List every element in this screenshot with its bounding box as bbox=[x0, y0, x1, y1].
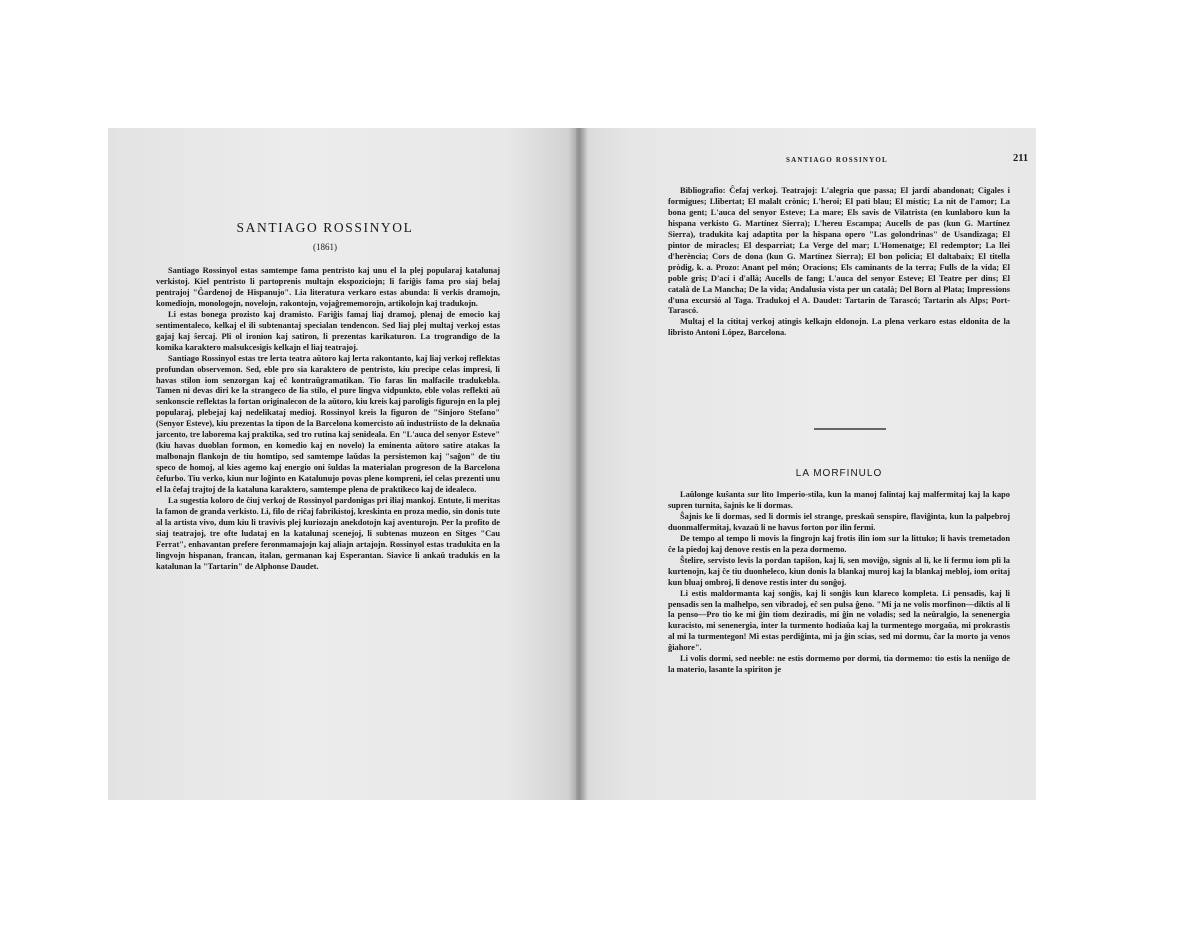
bibliography-text bbox=[668, 186, 1010, 339]
book-gutter bbox=[568, 128, 588, 800]
paragraph: Li volis dormi, sed neeble: ne estis dormemo por dormi, tia dormemo: tio estis la neniigo de la materio, lasante la spiriton je bbox=[668, 654, 1010, 675]
chapter-title: SANTIAGO ROSSINYOL bbox=[236, 220, 414, 235]
story-text bbox=[668, 490, 1010, 676]
paragraph: La sugestia koloro de ĉiuj verkoj de Rossinyol pardonigas pri iliaj mankoj. Entute, li meritas la famon de granda verkisto. Li, filo de riĉaj fabrikistoj, kreskinta en proza medio, sin donis tute al la artista vivo, dum kiu li travivis plej kuriozajn anekdotojn kaj aventurojn. Per la profito de siaj teatrajoj, tre ofte ludataj en la katalunaj scenejoj, li subtenas muzeon en Sitges "Cau Ferrat", enhavantan prefere feronmamajojn kaj aliajn artajojn. Rossinyol estas tradukita en la lingvojn hispanan, francan, italan, germanan kaj Esperantan. Siavice li ankaŭ tradukis en la katalunan la "Tartarin" de Alphonse Daudet. bbox=[156, 496, 501, 571]
paragraph: Laŭlonge kuŝanta sur lito Imperio-stila, kun la manoj falintaj kaj malfermitaj kaj la kapo supren turnita, ŝajnis ke li dormas. bbox=[668, 490, 1010, 510]
right-page bbox=[576, 128, 1036, 800]
biography-text bbox=[156, 266, 500, 573]
running-head: SANTIAGO ROSSINYOL bbox=[786, 156, 888, 164]
paragraph: Santiago Rossinyol estas tre lerta teatra aŭtoro kaj lerta rakontanto, kaj liaj verkoj reflektas profundan observemon. Sed, eble pro sia karaktero de pentristo, kiu precipe celas impresi, li havas stilon iom senzorgan kaj eĉ kontraŭgramatikan. Tio faras lin malfacile tradukebla. Tamen ni devas diri ke la strangeco de lia stilo, el pure lingva vidpunkto, eble volas reflekti aŭ senkonscie reflektas la fortan originalecon de la aŭtoro, kiu kreis kaj paroligis figurojn en la plej popularaj, plebejaj kaj nedelikataj medioj. Rossinyol kreis la figuron de "Sinjoro Stefano" (Senyor Esteve), kiu prezentas la tipon de la Barcelona komercisto aŭ industriisto de la deknaŭa jarcento, tre laborema kaj praktika, sed tro rutina kaj senideala. En "L'auca del senyor Esteve" (kiu havas duoblan formon, en komedio kaj en novelo) la eminenta aŭtoro satire atakas la malbonajn flankojn de tiu homtipo, sed samtempe laŭdas la persistemon kaj "saĝon" de tiu speco de homoj, al kies agemo kaj energio oni ŝuldas la materialan progreson de la Barcelona ĉefurbo. Tiu verko, kiun nur loĝinto en Katalunujo povas plene kompreni, iel celas prezenti unu el la ĉefaj trajtoj de la kataluna karaktero, samtempe plena de praktikeco kaj de idealeco. bbox=[156, 353, 500, 495]
paragraph: Multaj el la cititaj verkoj atingis kelkajn eldonojn. La plena verkaro estas eldonita de la libristo Antoni López, Barcelona. bbox=[668, 317, 1010, 338]
page-number: 211 bbox=[1013, 153, 1029, 164]
paragraph: Bibliografio: Ĉefaj verkoj. Teatrajoj: L'alegria que passa; El jardí abandonat; Cigales i formigues; Llibertat; El malalt crònic; L'heroi; El pati blau; El místic; La nit de l'amor; La bona gent; L'auca del senyor Esteve; La mare; Els savis de Vilatrista (en kunlaboro kun la hispana verkisto G. Martínez Sierra); L'hereu Escampa; Aucells de pas (kun G. Martínez Sierra), tradukita kaj adaptita por la hispana opero "Las golondrinas" de Usandizaga; El pintor de miracles; El desparriat; La Verge del mar; L'Homenatge; El redemptor; La llei d'herència; Cors de dona (kun G. Martínez Sierra); El bon policia; El daltabaix; El titella pròdig, k. a. Prozo: Anant pel món; Oracions; Els caminants de la terra; Fulls de la vida; El poble gris; D'ací i d'allà; Aucells de fang; L'auca del senyor Esteve; El Teatre per dins; El català de La Mancha; De la vida; Andalusia vista per un català; Del Born al Plata; Impressions d'una excursió al Taga. Tradukoj el A. Daudet: Tartarin de Tarascó; Tartarin als Alps; Port-Tarascó. bbox=[668, 186, 1010, 316]
paragraph: Ŝtelire, servisto levis la pordan tapiŝon, kaj li, sen moviĝo, signis al li, ke li fermu iom pli la kurtenojn, kaj ĉe tiu duonheleco, kiun donis la blankaj muroj kaj la blankaj mebloj, iom oritaj kun bluaj ombroj, li denove restis inter du sonĝoj. bbox=[668, 555, 1010, 587]
book-spread bbox=[108, 128, 1036, 800]
paragraph: Li estas bonega prozisto kaj dramisto. Fariĝis famaj liaj dramoj, plenaj de emocio kaj sentimentaleco, kelkaj el ili subtenantaj specialan tendencon. Sed liaj plej multaj verkoj estas gajaj kaj ŝercaj. Pli ol ironion kaj satiron, li prezentas karikaturon. La trograndigo de la komika karaktero malsukcesigis kelkajn el liaj teatrajoj. bbox=[156, 309, 500, 352]
paragraph: De tempo al tempo li movis la fingrojn kaj frotis ilin iom sur la littuko; li havis tremetadon ĉe la piedoj kaj denove restis en la peza dormemo. bbox=[668, 533, 1010, 554]
birth-year: (1861) bbox=[313, 242, 337, 252]
paragraph: Ŝajnis ke li dormas, sed li dormis iel strange, preskaŭ senspire, flaviĝinta, kun la palpebroj duonmalfermitaj, kvazaŭ li ne havus forton por ilin fermi. bbox=[668, 511, 1010, 532]
left-page bbox=[108, 128, 576, 800]
paragraph: Li estis maldormanta kaj sonĝis, kaj li sonĝis kun klareco kompleta. Li pensadis, kaj li pensadis sen la malhelpo, sen vibradoj, eĉ sen pulsa ĝeno. "Mi ja ne volis morfinon—diktis al li la penso—Pro tio ke mi ĝin tiom deziradis, mi ĝin ne voladis; sed la neŭralgio, la senenergia kuracisto, mi senenergia, inter la turmento hodiaŭa kaj la turmentego morgaŭa, mi prokrastis al mi la turmentegon! Mi estas perdiĝinta, mi ja ĝin scias, sed mi dormu, ĉar la morto ja venos ĝiahore". bbox=[668, 588, 1010, 653]
section-divider bbox=[814, 428, 886, 430]
section-title: LA MORFINULO bbox=[795, 468, 883, 479]
paragraph: Santiago Rossinyol estas samtempe fama pentristo kaj unu el la plej popularaj katalunaj verkistoj. Kiel pentristo li partoprenis multajn ekspoziciojn; li fariĝis fama pro siaj belaj pentrajoj "Ĝardenoj de Hispanujo". Lia literatura verkaro estas abunda: li verkis dramojn, komediojn, monologojn, novelojn, rakontojn, vojaĝrememorojn, artikolojn kaj tradukojn. bbox=[156, 266, 500, 308]
